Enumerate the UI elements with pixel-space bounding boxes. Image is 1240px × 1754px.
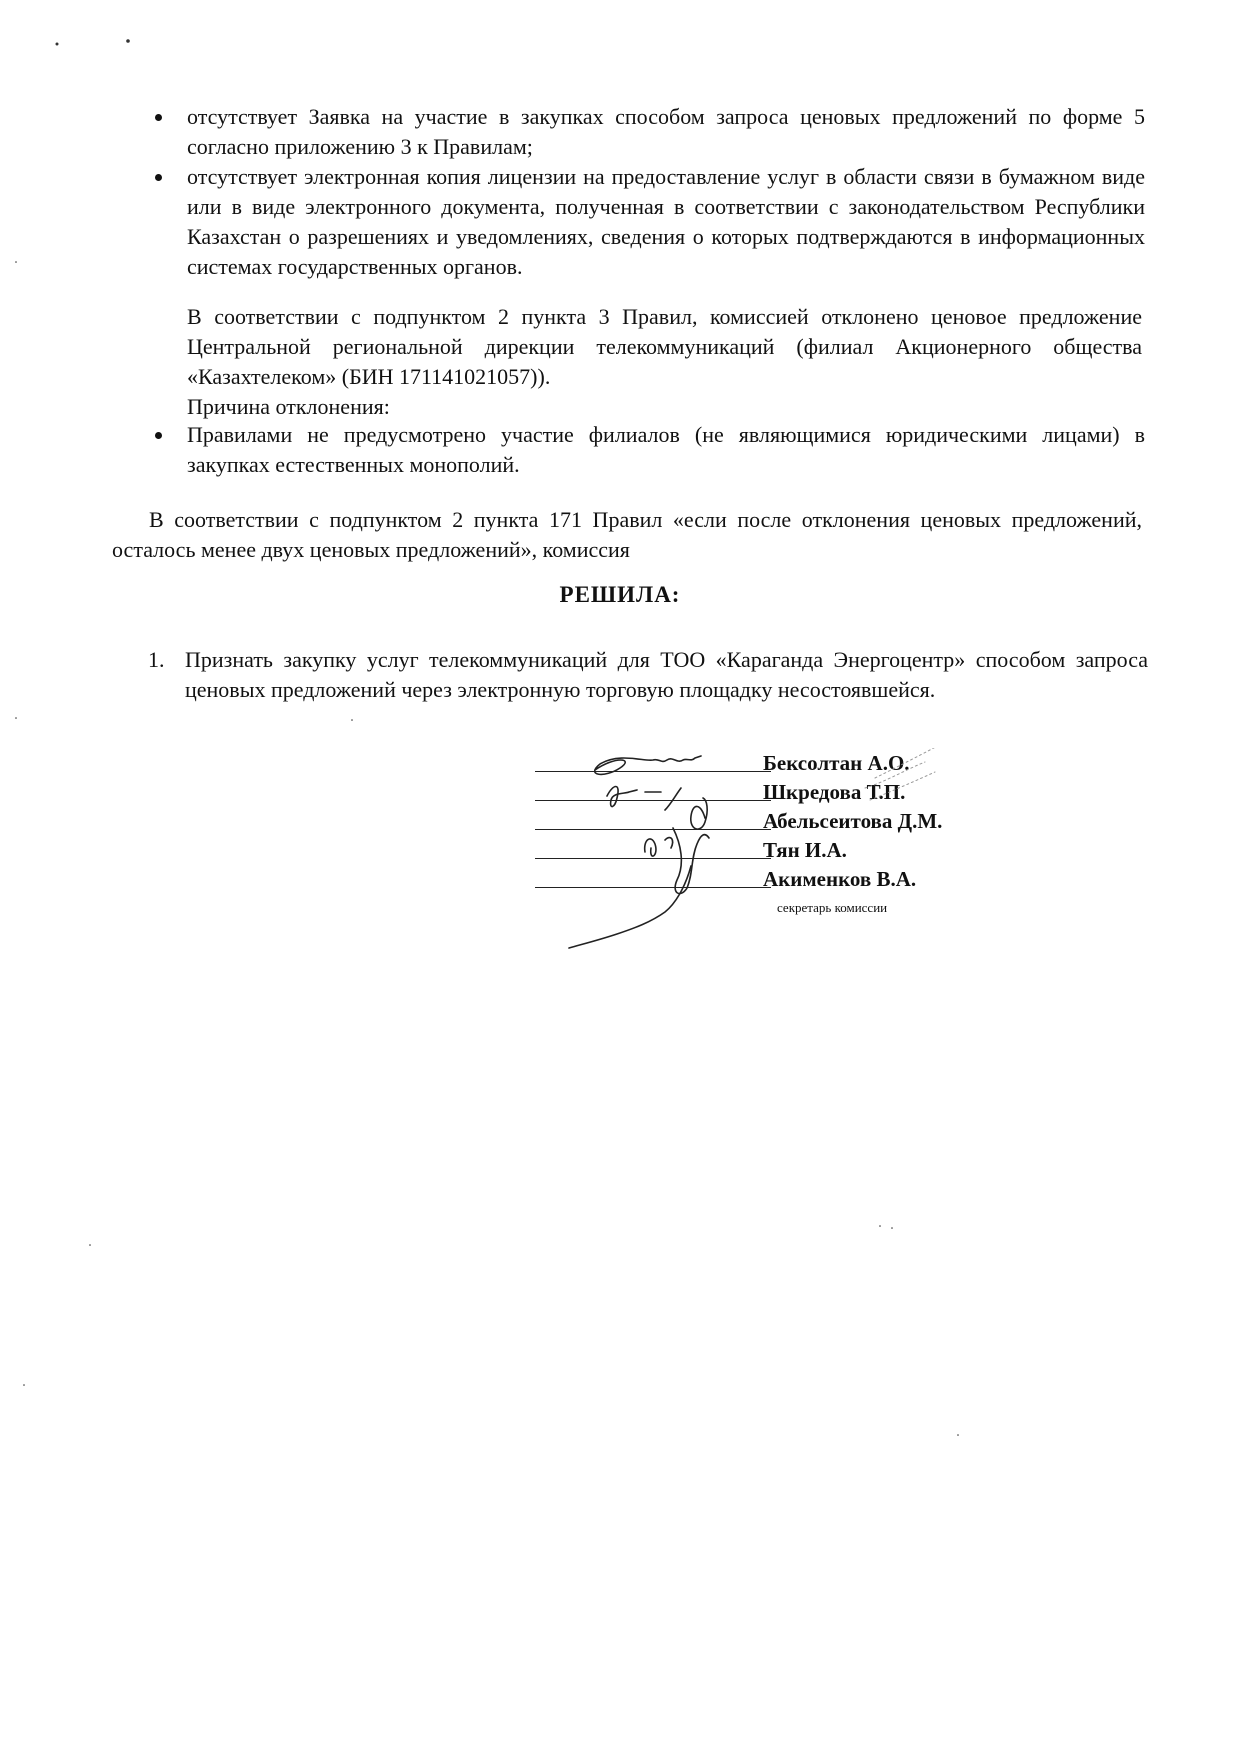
signatory-name: Шкредова Т.П. [763, 780, 906, 804]
conclusion-text: В соответствии с подпунктом 2 пункта 171 Правил «если после отклонения ценовых предложений, осталось менее двух ценовых предложений», комиссия [112, 507, 1142, 562]
rejection-reason-label: Причина отклонения: [187, 394, 390, 419]
rejection-paragraph: В соответствии с подпунктом 2 пункта 3 Правил, комиссией отклонено ценовое предложение Центральной региональной дирекции телекоммуникаций (филиал Акционерного общества «Казахтелеком» (БИН 171141021057)). [187, 304, 1142, 389]
decision-number: 1. [148, 647, 165, 672]
secretary-label: секретарь комиссии [777, 900, 888, 915]
list-item-text: Правилами не предусмотрено участие филиалов (не являющимися юридическими лицами) в закупках естественных монополий. [187, 422, 1145, 477]
list-item-text: отсутствует электронная копия лицензии на предоставление услуг в области связи в бумажном виде или в виде электронного документа, полученная в соответствии с законодательством Республики Казахстан о разрешениях и уведомлениях, сведения о которых подтверждаются в информационных системах государственных органов. [187, 164, 1145, 279]
decision-heading: РЕШИЛА: [559, 582, 681, 607]
signatory-name: Акименков В.А. [763, 867, 917, 891]
decision-text: Признать закупку услуг телекоммуникаций для ТОО «Караганда Энергоцентр» способом запроса ценовых предложений через электронную торговую площадку несостоявшейся. [185, 647, 1148, 702]
list-item-text: отсутствует Заявка на участие в закупках способом запроса ценовых предложений по форме 5 согласно приложению 3 к Правилам; [187, 104, 1145, 159]
signatory-name: Бексолтан А.О. [763, 751, 910, 775]
signatory-name: Абельсеитова Д.М. [763, 809, 943, 833]
signatory-name: Тян И.А. [763, 838, 847, 862]
